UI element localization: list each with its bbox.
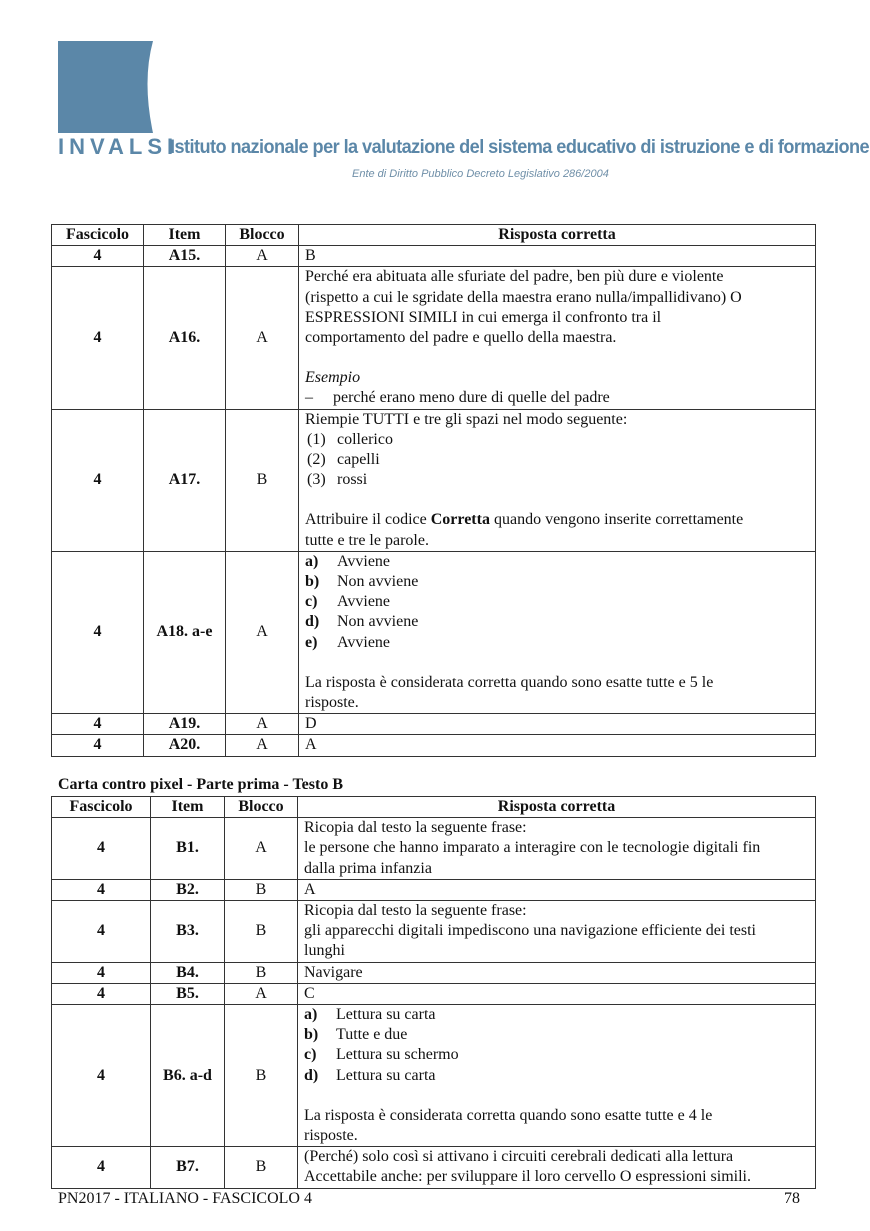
table-row xyxy=(52,879,816,900)
cell-answer xyxy=(298,818,816,880)
option-item xyxy=(304,1005,809,1025)
item-text: rossi xyxy=(337,471,368,489)
item-number: (1) xyxy=(307,430,326,448)
cell-item: A17. xyxy=(144,409,226,551)
header-risposta: Risposta corretta xyxy=(299,225,816,246)
cell-blocco: A xyxy=(226,714,299,735)
answer-line: Perché era abituata alle sfuriate del padre, ben più dure e violente xyxy=(305,268,724,286)
answer-note: risposte. xyxy=(304,1127,358,1145)
table-row xyxy=(52,267,816,409)
option-text: Lettura su carta xyxy=(336,1006,436,1024)
option-key: a) xyxy=(304,1006,318,1024)
example-label: Esempio xyxy=(305,369,361,387)
cell-blocco: B xyxy=(225,962,298,983)
option-item xyxy=(304,1066,809,1086)
answers-table-2 xyxy=(51,796,816,1189)
cell-blocco: B xyxy=(226,409,299,551)
option-key: d) xyxy=(304,1066,319,1084)
option-key: a) xyxy=(305,552,319,570)
answer-line: dalla prima infanzia xyxy=(304,859,432,877)
answer-line: (rispetto a cui le sgridate della maestra erano nulla/impallidivano) O xyxy=(305,288,742,306)
cell-item: B7. xyxy=(151,1147,225,1188)
answer-note: risposte. xyxy=(305,694,359,712)
cell-answer xyxy=(299,551,816,713)
header-risposta: Risposta corretta xyxy=(298,797,816,818)
answer-line: le persone che hanno imparato a interagire con le tecnologie digitali fin xyxy=(304,839,761,857)
cell-blocco: B xyxy=(225,901,298,963)
answer-line: gli apparecchi digitali impediscono una navigazione efficiente dei testi xyxy=(304,922,756,940)
note-text: quando vengono inserite correttamente xyxy=(489,511,744,529)
cell-item: A20. xyxy=(144,735,226,756)
cell-blocco: B xyxy=(225,879,298,900)
note-bold: Corretta xyxy=(430,511,490,529)
answer-line: Ricopia dal testo la seguente frase: xyxy=(304,819,527,837)
cell-fascicolo: 4 xyxy=(52,551,144,713)
section-title: Carta contro pixel - Parte prima - Testo B xyxy=(58,776,343,793)
cell-fascicolo: 4 xyxy=(52,246,144,267)
cell-blocco: A xyxy=(226,267,299,409)
cell-blocco: A xyxy=(226,246,299,267)
institute-name: Istituto nazionale per la valutazione del sistema educativo di istruzione e di formazione xyxy=(170,136,870,158)
answer-note: La risposta è considerata corretta quando sono esatte tutte e 5 le xyxy=(305,673,714,691)
answer-intro: Riempie TUTTI e tre gli spazi nel modo seguente: xyxy=(305,410,628,428)
cell-blocco: A xyxy=(226,735,299,756)
list-item xyxy=(305,430,809,450)
list-item xyxy=(305,450,809,470)
cell-item: B4. xyxy=(151,962,225,983)
option-key: b) xyxy=(305,573,320,591)
cell-fascicolo: 4 xyxy=(52,983,151,1004)
answer-line: lunghi xyxy=(304,942,345,960)
cell-answer: A xyxy=(298,879,816,900)
header-fascicolo: Fascicolo xyxy=(52,225,144,246)
cell-fascicolo: 4 xyxy=(52,1147,151,1188)
cell-item: B1. xyxy=(151,818,225,880)
table-row xyxy=(52,1147,816,1188)
cell-fascicolo: 4 xyxy=(52,1005,151,1147)
header-blocco: Blocco xyxy=(225,797,298,818)
option-item xyxy=(304,1025,809,1045)
option-text: Non avviene xyxy=(337,613,419,631)
cell-blocco: B xyxy=(225,1005,298,1147)
cell-fascicolo: 4 xyxy=(52,879,151,900)
invalsi-logo-icon xyxy=(58,41,154,133)
answer-line: (Perché) solo così si attivano i circuiti cerebrali dedicati alla lettura xyxy=(304,1148,734,1166)
cell-answer xyxy=(299,267,816,409)
cell-item: A19. xyxy=(144,714,226,735)
cell-answer xyxy=(299,409,816,551)
cell-answer: B xyxy=(299,246,816,267)
option-item xyxy=(305,592,809,612)
cell-item: A18. a-e xyxy=(144,551,226,713)
option-key: c) xyxy=(304,1046,317,1064)
cell-item: A15. xyxy=(144,246,226,267)
option-key: e) xyxy=(305,633,318,651)
cell-item: B6. a-d xyxy=(151,1005,225,1147)
dash-marker: – xyxy=(305,389,313,407)
option-key: d) xyxy=(305,613,320,631)
option-item xyxy=(305,633,809,653)
answer-note: tutte e tre le parole. xyxy=(305,531,429,549)
cell-answer: C xyxy=(298,983,816,1004)
cell-fascicolo: 4 xyxy=(52,818,151,880)
table-header-row xyxy=(52,225,816,246)
cell-blocco: B xyxy=(225,1147,298,1188)
header-item: Item xyxy=(144,225,226,246)
cell-answer: A xyxy=(299,735,816,756)
table-row xyxy=(52,983,816,1004)
answer-line: Ricopia dal testo la seguente frase: xyxy=(304,902,527,920)
cell-fascicolo: 4 xyxy=(52,735,144,756)
table-row xyxy=(52,962,816,983)
answers-table-1 xyxy=(51,224,816,757)
table-row xyxy=(52,1005,816,1147)
option-item xyxy=(304,1045,809,1065)
option-key: c) xyxy=(305,593,318,611)
table-header-row xyxy=(52,797,816,818)
cell-answer xyxy=(298,1147,816,1188)
cell-fascicolo: 4 xyxy=(52,901,151,963)
cell-item: B3. xyxy=(151,901,225,963)
option-text: Avviene xyxy=(337,633,391,651)
cell-answer xyxy=(298,901,816,963)
option-text: Non avviene xyxy=(337,573,419,591)
answer-note: La risposta è considerata corretta quando sono esatte tutte e 4 le xyxy=(304,1106,713,1124)
option-key: b) xyxy=(304,1026,319,1044)
item-text: collerico xyxy=(337,430,393,448)
answer-line: Accettabile anche: per sviluppare il loro cervello O espressioni simili. xyxy=(304,1168,751,1186)
cell-answer: D xyxy=(299,714,816,735)
item-number: (2) xyxy=(307,451,326,469)
option-text: Avviene xyxy=(337,552,391,570)
cell-fascicolo: 4 xyxy=(52,962,151,983)
table-row xyxy=(52,818,816,880)
answer-line: ESPRESSIONI SIMILI in cui emerga il confronto tra il xyxy=(305,308,662,326)
cell-blocco: A xyxy=(226,551,299,713)
option-text: Avviene xyxy=(337,593,391,611)
option-item xyxy=(305,552,809,572)
answer-line: comportamento del padre e quello della maestra. xyxy=(305,329,617,347)
cell-fascicolo: 4 xyxy=(52,714,144,735)
answer-note xyxy=(305,510,809,530)
item-number: (3) xyxy=(307,471,326,489)
table-row xyxy=(52,246,816,267)
cell-item: B5. xyxy=(151,983,225,1004)
cell-item: B2. xyxy=(151,879,225,900)
item-text: capelli xyxy=(337,451,380,469)
header-item: Item xyxy=(151,797,225,818)
table-row xyxy=(52,551,816,713)
cell-item: A16. xyxy=(144,267,226,409)
footer-label: PN2017 - ITALIANO - FASCICOLO 4 xyxy=(58,1190,312,1207)
list-item xyxy=(305,470,809,490)
example-text: perché erano meno dure di quelle del padre xyxy=(333,389,610,407)
option-text: Lettura su schermo xyxy=(336,1046,459,1064)
cell-blocco: A xyxy=(225,983,298,1004)
cell-answer: Navigare xyxy=(298,962,816,983)
table-row xyxy=(52,714,816,735)
option-item xyxy=(305,572,809,592)
cell-fascicolo: 4 xyxy=(52,267,144,409)
note-text: Attribuire il codice xyxy=(305,511,431,529)
header-fascicolo: Fascicolo xyxy=(52,797,151,818)
page-number: 78 xyxy=(784,1190,800,1207)
cell-blocco: A xyxy=(225,818,298,880)
brand-name: INVALSI xyxy=(58,134,179,159)
option-text: Tutte e due xyxy=(336,1026,408,1044)
table-row xyxy=(52,735,816,756)
cell-fascicolo: 4 xyxy=(52,409,144,551)
table-row xyxy=(52,409,816,551)
cell-answer xyxy=(298,1005,816,1147)
option-text: Lettura su carta xyxy=(336,1066,436,1084)
header-blocco: Blocco xyxy=(226,225,299,246)
example-line xyxy=(305,388,809,408)
option-item xyxy=(305,612,809,632)
institute-subtitle: Ente di Diritto Pubblico Decreto Legislativo 286/2004 xyxy=(352,168,609,180)
table-row xyxy=(52,901,816,963)
